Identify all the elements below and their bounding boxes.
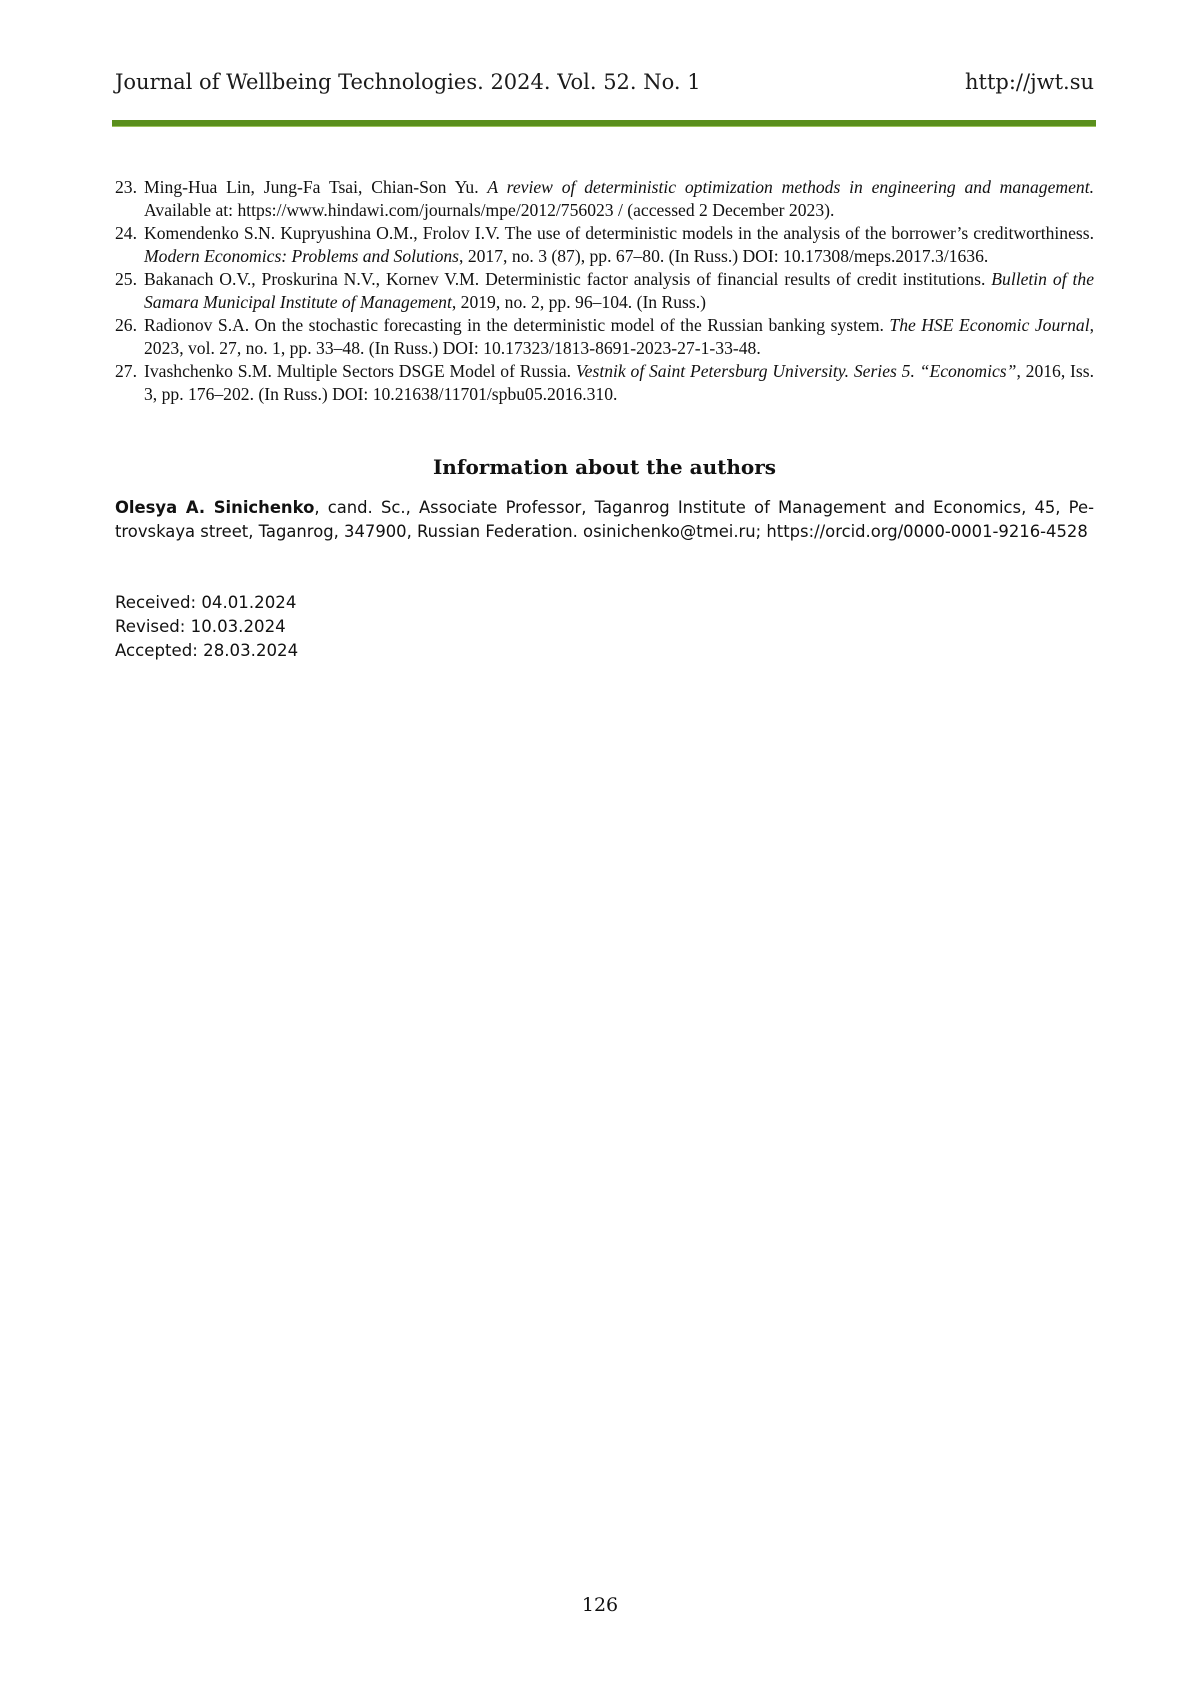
accepted-date: Accepted: 28.03.2024 xyxy=(115,641,299,660)
running-header xyxy=(115,70,1094,94)
reference-text xyxy=(144,268,1094,314)
reference-number: 25. xyxy=(115,269,137,289)
reference-italic-segment: The HSE Economic Journal xyxy=(889,315,1090,335)
reference-number: 26. xyxy=(115,315,137,335)
reference-text xyxy=(144,222,1094,268)
reference-segment: , 2023, vol. 27, no. 1, pp. 33–48. (In Russ.) DOI: 10.17323/1813-8691-2023-27-1-33-48. xyxy=(144,315,1094,358)
reference-italic-segment: Modern Economics: Problems and Solutions xyxy=(144,246,460,266)
reference-segment: Komendenko S.N. Kupryushina O.M., Frolov I.V. The use of deterministic models in the analysis of the borrower’s creditworthiness. xyxy=(144,223,1094,243)
reference-item xyxy=(115,222,1094,268)
reference-number: 24. xyxy=(115,223,137,243)
reference-item xyxy=(115,268,1094,314)
journal-title: Journal of Wellbeing Technologies. 2024. Vol. 52. No. 1 xyxy=(115,70,701,94)
article-dates xyxy=(115,591,298,663)
reference-segment: Radionov S.A. On the stochastic forecasting in the deterministic model of the Russian banking system. xyxy=(144,315,890,335)
revised-date: Revised: 10.03.2024 xyxy=(115,617,286,636)
header-rule xyxy=(112,120,1096,127)
reference-number: 23. xyxy=(115,177,137,197)
reference-text xyxy=(144,360,1094,406)
journal-url[interactable]: http://jwt.su xyxy=(965,70,1094,94)
reference-segment: , 2017, no. 3 (87), pp. 67–80. (In Russ.) DOI: 10.17308/meps.2017.3/1636. xyxy=(459,246,989,266)
reference-item xyxy=(115,314,1094,360)
author-name: Olesya A. Sinichenko xyxy=(115,498,315,517)
reference-number: 27. xyxy=(115,361,137,381)
reference-item xyxy=(115,360,1094,406)
author-info xyxy=(115,496,1094,544)
reference-segment: Bakanach O.V., Proskurina N.V., Kornev V.M. Deterministic factor analysis of financial results of credit institutions. xyxy=(144,269,992,289)
reference-text xyxy=(144,314,1094,360)
author-details: , cand. Sc., Associate Professor, Taganrog Institute of Management and Economics, 45, Pe-trovskaya street, Taganrog, 347900, Russian Federation. osinichenko@tmei.ru; https://orcid.org/0000-0001-9216-4528 xyxy=(115,498,1094,541)
reference-item xyxy=(115,176,1094,222)
authors-section-title: Information about the authors xyxy=(432,455,777,479)
reference-segment: Available at: https://www.hindawi.com/journals/mpe/2012/756023 / (accessed 2 December 2023). xyxy=(144,200,835,220)
reference-italic-segment: Bulletin of the Samara Municipal Institute of Management xyxy=(144,269,1094,312)
page-number: 126 xyxy=(581,1594,619,1616)
reference-list xyxy=(115,176,1094,406)
reference-italic-segment: A review of deterministic optimization methods in engineering and management. xyxy=(487,177,1094,197)
reference-segment: Ming-Hua Lin, Jung-Fa Tsai, Chian-Son Yu. xyxy=(144,177,488,197)
reference-text xyxy=(144,176,1094,222)
reference-segment: , 2019, no. 2, pp. 96–104. (In Russ.) xyxy=(451,292,706,312)
reference-italic-segment: Vestnik of Saint Petersburg University. Series 5. “Economics” xyxy=(575,361,1017,381)
received-date: Received: 04.01.2024 xyxy=(115,593,297,612)
reference-segment: Ivashchenko S.M. Multiple Sectors DSGE Model of Russia. xyxy=(144,361,576,381)
reference-segment: , 2016, Iss. 3, pp. 176–202. (In Russ.) DOI: 10.21638/11701/spbu05.2016.310. xyxy=(144,361,1094,404)
